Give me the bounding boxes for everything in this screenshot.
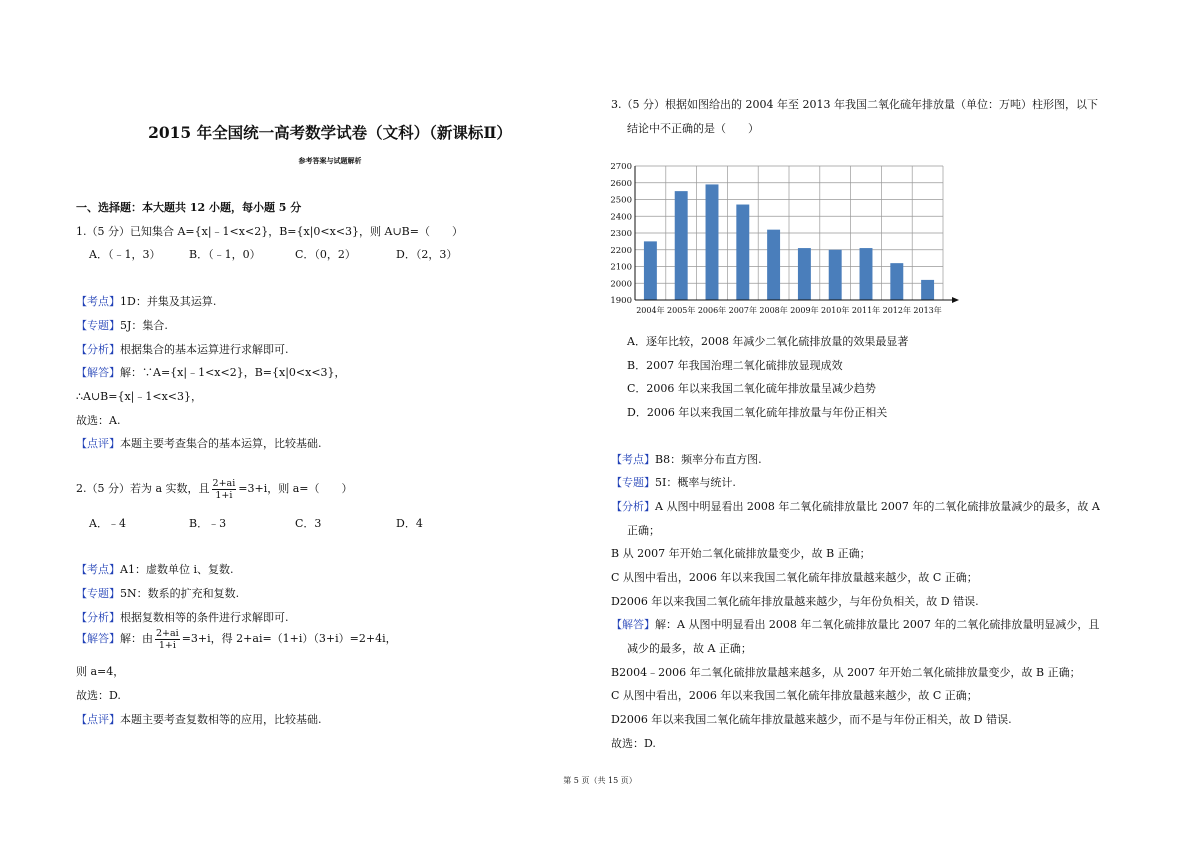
q1-option-b: B．（﹣1，0） [189, 248, 261, 261]
q3-fenxi [611, 498, 1100, 514]
section-heading: 一、选择题：本大题共 12 小题，每小题 5 分 [76, 201, 302, 214]
y-tick-label: 2500 [610, 195, 632, 206]
q3-option-a: A．逐年比较，2008 年减少二氧化硫排放量的效果最显著 [627, 335, 909, 348]
q2-answer: 故选：D. [76, 689, 121, 702]
q1-solution-line: ∴A∪B={x|﹣1<x<3}， [76, 390, 203, 403]
y-tick-label: 2100 [610, 262, 632, 273]
chart-x-ticks [636, 305, 942, 315]
zhuanti-tag: 【专题】 [76, 319, 120, 332]
q2-option-c: C．3 [295, 517, 322, 530]
q3-stem: 3.（5 分）根据如图给出的 2004 年至 2013 年我国二氧化硫年排放量（单位：万吨）柱形图，以下 [611, 98, 1098, 111]
q3-zhuanti [611, 474, 736, 490]
jieda-text: 解：由 [120, 632, 153, 645]
q3-option-d: D．2006 年以来我国二氧化硫年排放量与年份正相关 [627, 406, 888, 419]
kaodian-tag: 【考点】 [76, 295, 120, 308]
x-tick-label: 2011年 [851, 306, 881, 315]
q2-option-a: A．﹣4 [89, 517, 126, 530]
jieda-text: =3+i，得 2+ai=（1+i）（3+i）=2+4i， [181, 632, 397, 645]
fenxi-tag: 【分析】 [76, 611, 120, 624]
x-tick-label: 2009年 [790, 306, 819, 315]
q3-fenxi-line: B 从 2007 年开始二氧化硫排放量变少，故 B 正确； [611, 547, 871, 560]
q3-answer: 故选：D. [611, 737, 656, 750]
q1-zhuanti [76, 317, 168, 333]
x-tick-label: 2012年 [882, 306, 911, 315]
q2-stem [76, 476, 353, 502]
q2-fraction [212, 478, 237, 501]
q3-jieda-line: B2004﹣2006 年二氧化硫排放量越来越多，从 2007 年开始二氧化硫排放量变少，故 B 正确； [611, 666, 1081, 679]
kaodian-text: B8：频率分布直方图. [655, 453, 762, 466]
q2-stem-part: =3+i，则 a=（ ） [238, 482, 353, 495]
q2-stem-part: 2.（5 分）若为 a 实数，且 [76, 482, 210, 495]
q2-fenxi [76, 609, 289, 625]
q1-option-a: A．（﹣1，3） [89, 248, 161, 261]
bar-2007年 [736, 205, 749, 300]
page-footer: 第 5 页（共 15 页） [563, 776, 637, 785]
q2-option-d: D．4 [396, 517, 423, 530]
dianping-tag: 【点评】 [76, 713, 120, 726]
fraction-denominator: 1+i [215, 489, 233, 501]
x-tick-label: 2006年 [697, 306, 727, 315]
q2-dianping [76, 711, 322, 727]
fenxi-text: 根据集合的基本运算进行求解即可. [120, 343, 289, 356]
y-tick-label: 2700 [610, 162, 632, 172]
q2-jieda [76, 626, 397, 652]
dianping-tag: 【点评】 [76, 437, 120, 450]
x-axis-arrow [952, 297, 959, 303]
q3-option-b: B．2007 年我国治理二氧化硫排放显现成效 [627, 359, 843, 372]
jieda-tag: 【解答】 [76, 632, 120, 645]
x-tick-label: 2013年 [913, 306, 942, 315]
emission-bar-chart [605, 158, 960, 320]
fraction-numerator: 2+ai [156, 627, 179, 639]
q3-jieda-line: D2006 年以来我国二氧化硫年排放量越来越少，而不是与年份正相关，故 D 错误. [611, 713, 1012, 726]
bar-2013年 [921, 280, 934, 300]
y-tick-label: 2300 [610, 229, 632, 239]
y-tick-label: 1900 [610, 296, 632, 306]
q2-kaodian [76, 561, 233, 577]
zhuanti-tag: 【专题】 [611, 476, 655, 489]
q1-answer: 故选：A. [76, 414, 121, 427]
q3-fenxi-line: C 从图中看出，2006 年以来我国二氧化硫年排放量越来越少，故 C 正确； [611, 571, 978, 584]
q1-jieda [76, 364, 346, 380]
zhuanti-text: 5N：数系的扩充和复数. [120, 587, 240, 600]
q3-jieda [611, 616, 1099, 632]
x-tick-label: 2007年 [728, 306, 757, 315]
q1-stem: 1.（5 分）已知集合 A={x|﹣1<x<2}，B={x|0<x<3}，则 A∪B=（ ） [76, 225, 463, 238]
fenxi-text: A 从图中明显看出 2008 年二氧化硫排放量比 2007 年的二氧化硫排放量减少的最多，故 A [655, 500, 1100, 513]
fenxi-tag: 【分析】 [76, 343, 120, 356]
q3-fenxi-line: D2006 年以来我国二氧化硫年排放量越来越少，与年份负相关，故 D 错误. [611, 595, 979, 608]
zhuanti-text: 5J：集合. [120, 319, 168, 332]
q2-option-b: B．﹣3 [189, 517, 227, 530]
q3-kaodian [611, 451, 762, 467]
q2-jieda-fraction [155, 628, 180, 651]
kaodian-text: A1：虚数单位 i、复数. [120, 563, 234, 576]
bar-2004年 [644, 241, 657, 300]
q3-jieda-line: C 从图中看出，2006 年以来我国二氧化硫年排放量越来越少，故 C 正确； [611, 689, 978, 702]
jieda-tag: 【解答】 [76, 366, 120, 379]
q1-option-d: D．（2，3） [396, 248, 458, 261]
q3-jieda-line: 减少的最多，故 A 正确； [627, 642, 752, 655]
bar-2005年 [675, 191, 688, 300]
jieda-text: 解：A 从图中明显看出 2008 年二氧化硫排放量比 2007 年的二氧化硫排放量明显减少，且 [655, 618, 1100, 631]
y-tick-label: 2600 [610, 178, 632, 189]
q1-fenxi [76, 341, 289, 357]
page-title: 2015 年全国统一高考数学试卷（文科）（新课标Ⅱ） [148, 123, 512, 142]
fenxi-tag: 【分析】 [611, 500, 655, 513]
q1-dianping [76, 435, 322, 451]
bar-2011年 [860, 248, 873, 300]
chart-y-ticks [610, 162, 632, 306]
bar-2012年 [890, 263, 903, 300]
dianping-text: 本题主要考查复数相等的应用，比较基础. [120, 713, 322, 726]
q1-kaodian [76, 293, 216, 309]
x-tick-label: 2010年 [821, 306, 850, 315]
zhuanti-text: 5I：概率与统计. [655, 476, 736, 489]
q1-option-c: C．（0，2） [295, 248, 356, 261]
x-tick-label: 2005年 [667, 306, 696, 315]
y-tick-label: 2000 [610, 279, 632, 290]
fraction-numerator: 2+ai [212, 477, 236, 489]
q2-solution-line: 则 a=4， [76, 665, 125, 678]
q3-stem-cont: 结论中不正确的是（ ） [627, 122, 759, 135]
fenxi-text: 根据复数相等的条件进行求解即可. [120, 611, 289, 624]
q3-option-c: C．2006 年以来我国二氧化硫年排放量呈减少趋势 [627, 382, 876, 395]
fraction-denominator: 1+i [158, 639, 176, 651]
x-tick-label: 2008年 [759, 306, 788, 315]
bar-2010年 [829, 250, 842, 300]
bar-2009年 [798, 248, 811, 300]
dianping-text: 本题主要考查集合的基本运算，比较基础. [120, 437, 322, 450]
y-tick-label: 2200 [610, 245, 632, 256]
q2-zhuanti [76, 585, 239, 601]
bar-2006年 [706, 184, 719, 300]
kaodian-tag: 【考点】 [611, 453, 655, 466]
jieda-text: 解：∵A={x|﹣1<x<2}，B={x|0<x<3}， [120, 366, 346, 379]
jieda-tag: 【解答】 [611, 618, 655, 631]
zhuanti-tag: 【专题】 [76, 587, 120, 600]
x-tick-label: 2004年 [636, 306, 665, 315]
y-tick-label: 2400 [610, 212, 632, 223]
q3-fenxi-line: 正确； [627, 524, 660, 537]
kaodian-tag: 【考点】 [76, 563, 120, 576]
page-subtitle: 参考答案与试题解析 [298, 156, 362, 165]
kaodian-text: 1D：并集及其运算. [120, 295, 217, 308]
bar-2008年 [767, 230, 780, 300]
